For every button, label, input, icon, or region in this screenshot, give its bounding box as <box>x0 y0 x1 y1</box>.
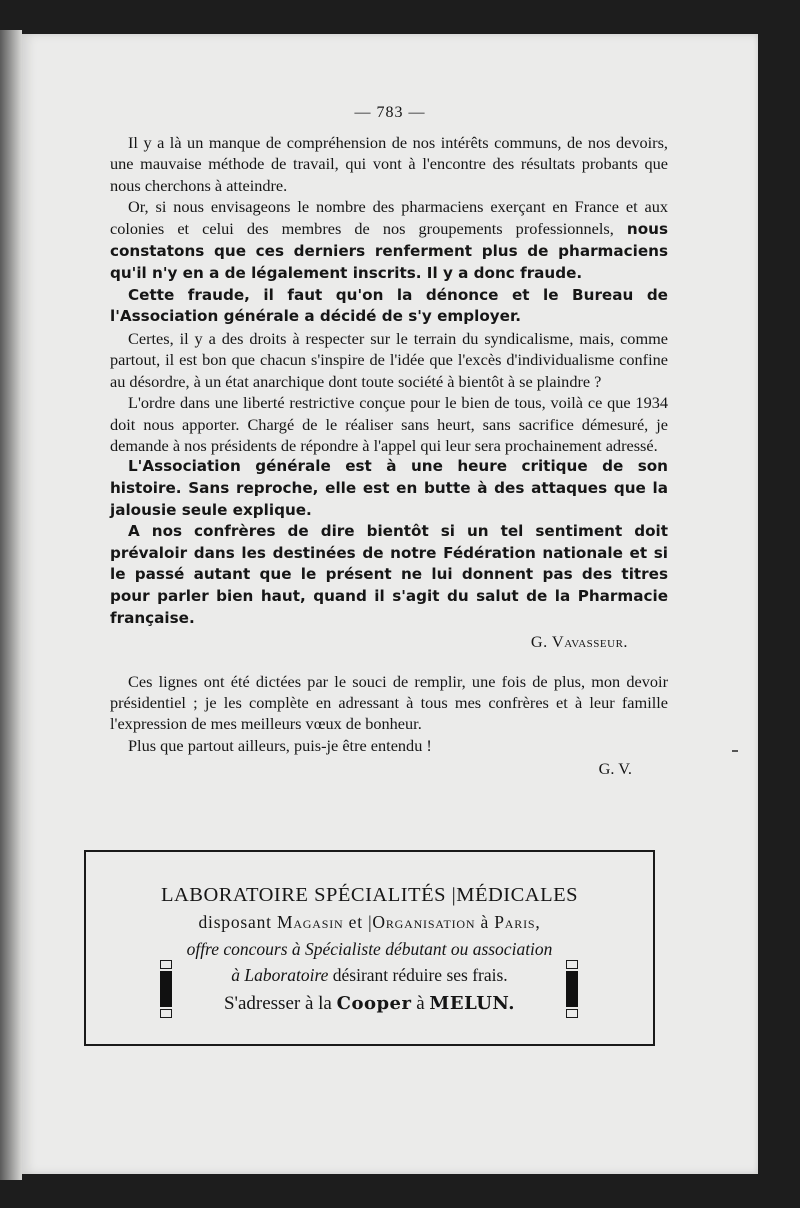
ad-line-5-c: à <box>416 993 425 1014</box>
ad-line-4-b: désirant réduire ses frais. <box>332 965 508 985</box>
paragraph-8: Ces lignes ont été dictées par le souci de remplir, une fois de plus, mon devoir présidentiel ; je les complète en adressant à tous mes confrères et à leur famille l'expression de mes meilleurs vœux de bonheur. <box>110 671 668 734</box>
ad-line-5-d: MELUN. <box>429 993 516 1014</box>
paragraph-2-plain: Or, si nous envisageons le nombre des pharmaciens exerçant en France et aux colonies et celui des membres de nos groupements professionnels, <box>110 197 668 238</box>
paragraph-7: A nos confrères de dire bientôt si un tel sentiment doit prévaloir dans les destinées de notre Fédération nationale et si le passé autant que le présent ne lui donnent pas des titres pour parler bien haut, quand il s'agit du salut de la Pharmacie française. <box>110 522 668 627</box>
advertisement-box <box>84 850 655 1046</box>
signature-vavasseur: G. Vavasseur. <box>530 632 628 652</box>
ad-line-2-c: et <box>348 912 363 932</box>
ad-line-2-e: à <box>480 912 490 932</box>
ad-line-2-d: |Organisation <box>368 912 476 932</box>
paragraph-4: Certes, il y a des droits à respecter sur le terrain du syndicalisme, mais, comme partout, il est bon que chacun s'inspire de l'idée que l'excès d'individualisme confine au désordre, à un état anarchique dont toute société à bientôt à se plaindre ? <box>110 329 668 391</box>
adjacent-page-edge <box>0 30 22 1180</box>
print-speck <box>732 750 738 752</box>
ad-line-2-f: Paris, <box>494 912 541 932</box>
ad-line-4-a: à Laboratoire <box>231 965 329 985</box>
ad-line-3: offre concours à Spécialiste débutant ou association <box>186 939 553 959</box>
bar-ornament-left-icon <box>160 960 172 1018</box>
signature-initials: G. V. <box>598 759 632 779</box>
paragraph-9: Plus que partout ailleurs, puis-je être entendu ! <box>128 735 432 755</box>
ad-line-2-a: disposant <box>198 912 272 932</box>
ad-line-5-a: S'adresser à la <box>223 993 332 1014</box>
document-page <box>22 34 758 1174</box>
ad-headline: LABORATOIRE SPÉCIALITÉS |MÉDICALES <box>160 884 579 906</box>
bar-ornament-right-icon <box>566 960 578 1018</box>
paragraph-2-bold: nous constatons que ces derniers renferment plus de pharmaciens qu'il n'y en a de légalement inscrits. Il y a donc fraude. <box>110 219 668 283</box>
page-number: — 783 — <box>354 104 426 121</box>
ad-line-2 <box>86 912 653 933</box>
article-body <box>110 132 668 780</box>
ad-line-5-b: Cooper <box>336 993 412 1014</box>
ad-line-2-b: Magasin <box>276 912 344 932</box>
paragraph-2 <box>110 196 668 285</box>
paragraph-5: L'ordre dans une liberté restrictive conçue pour le bien de tous, voilà ce que 1934 doit nous apporter. Chargé de le réaliser sans heurt, sans sacrifice démesuré, je demande à nos présidents de répondre à l'appel qui leur sera prochainement adressé. <box>110 393 668 456</box>
paragraph-6: L'Association générale est à une heure critique de son histoire. Sans reproche, elle est en butte à des attaques que la jalousie seule explique. <box>110 457 668 519</box>
paragraph-1: Il y a là un manque de compréhension de nos intérêts communs, de nos devoirs, une mauvaise méthode de travail, qui vont à l'encontre des résultats probants que nous cherchons à atteindre. <box>110 133 668 195</box>
paragraph-3: Cette fraude, il faut qu'on la dénonce et le Bureau de l'Association générale a décidé de s'y employer. <box>110 285 668 326</box>
